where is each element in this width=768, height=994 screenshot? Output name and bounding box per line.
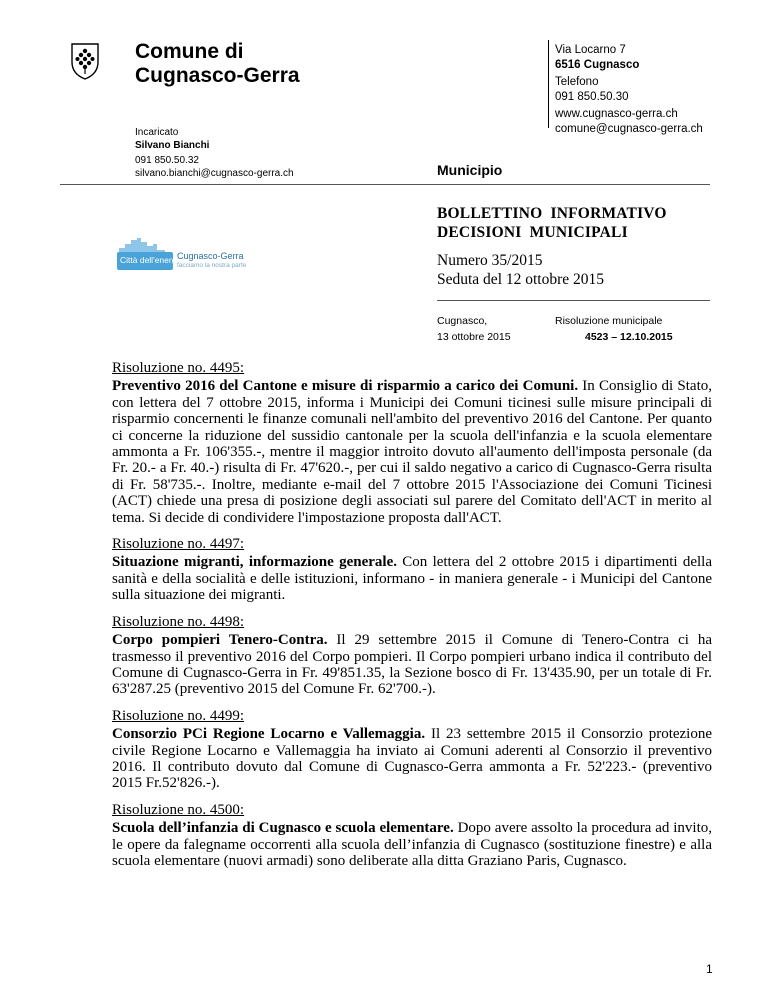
resolution-ref-block xyxy=(555,313,673,345)
resolution-item xyxy=(112,708,712,792)
bulletin-number: Numero 35/2015 xyxy=(437,252,543,269)
resolution-title: Risoluzione no. 4495: xyxy=(112,360,245,376)
email-link[interactable]: comune@cugnasco-gerra.ch xyxy=(555,122,703,135)
bulletin-info xyxy=(437,251,604,289)
contact-person-name: Silvano Bianchi xyxy=(135,139,210,151)
resolution-text: Con lettera del 2 ottobre 2015 i dipartimenti della sanità e della socialità e delle istituzioni, informano - in maniera generale - i Municipi del Cantone sulla situazione dei migranti. xyxy=(112,554,712,604)
resolution-body xyxy=(112,632,712,698)
bulletin-title-line2: DECISIONI MUNICIPALI xyxy=(437,224,628,241)
resolution-body xyxy=(112,726,712,792)
logo-badge-text: Città dell'energia xyxy=(120,255,184,265)
contact-person-label: Incaricato xyxy=(135,127,179,138)
municipality-name-line1: Comune di xyxy=(135,40,244,63)
website-link[interactable]: www.cugnasco-gerra.ch xyxy=(555,108,678,120)
resolution-item xyxy=(112,802,712,870)
place-date-block xyxy=(437,313,511,345)
department-label: Municipio xyxy=(437,162,503,178)
resolution-title: Risoluzione no. 4498: xyxy=(112,613,245,630)
resolution-text: Dopo avere assolto la procedura ad invito, le opere da falegname occorrenti alla scuola dell’infanzia di Cugnasco (sostituzione finestre) e alla scuola elementare (nuovi armadi) sono deliberate alla ditta Graziano Paris, Cugnasco. xyxy=(112,820,713,869)
municipality-name xyxy=(135,40,300,88)
bulletin-rule xyxy=(437,300,710,301)
resolution-item xyxy=(112,360,712,526)
resolution-heading: Scuola dell’infanzia di Cugnasco e scuola elementare. xyxy=(112,820,454,837)
logo-name: Cugnasco-Gerra xyxy=(177,251,244,261)
resolution-item xyxy=(112,614,712,698)
contact-person-email[interactable]: silvano.bianchi@cugnasco-gerra.ch xyxy=(135,167,294,179)
bulletin-title-line1: BOLLETTINO INFORMATIVO xyxy=(437,205,667,222)
resolutions-list xyxy=(112,360,712,879)
address-line1: Via Locarno 7 xyxy=(555,44,626,56)
date: 13 ottobre 2015 xyxy=(437,331,511,343)
contact-person-block xyxy=(135,127,294,180)
resolution-heading: Situazione migranti, informazione generale. xyxy=(112,554,397,571)
address-line2: 6516 Cugnasco xyxy=(555,58,640,71)
coat-of-arms-icon xyxy=(70,42,100,80)
resolution-heading: Preventivo 2016 del Cantone e misure di risparmio a carico dei Comuni. xyxy=(112,378,579,395)
resolution-title: Risoluzione no. 4497: xyxy=(112,536,245,553)
resolution-body xyxy=(112,378,712,526)
contact-block xyxy=(555,43,703,136)
header-divider xyxy=(548,40,549,128)
resolution-heading: Corpo pompieri Tenero-Contra. xyxy=(112,632,328,649)
resolution-heading: Consorzio PCi Regione Locarno e Vallemaggia. xyxy=(112,726,426,743)
resolution-ref: 4523 – 12.10.2015 xyxy=(585,331,673,343)
header-rule xyxy=(60,184,710,185)
resolution-title: Risoluzione no. 4500: xyxy=(112,801,245,818)
municipality-name-line2: Cugnasco-Gerra xyxy=(135,64,300,87)
resolution-title: Risoluzione no. 4499: xyxy=(112,707,245,724)
resolution-ref-label: Risoluzione municipale xyxy=(555,315,663,327)
page-number: 1 xyxy=(706,962,713,976)
resolution-text: Il 23 settembre 2015 il Consorzio protezione civile Regione Locarno e Vallemaggia ha inviato ai Comuni aderenti al Consorzio il preventivo 2016. Il contributo dovuto dal Comune di Cugnasco-Gerra ammonta a Fr. 52'223.- (preventivo 2015 Fr.52'826.-). xyxy=(112,726,712,792)
energy-city-logo xyxy=(115,234,265,274)
contact-person-phone: 091 850.50.32 xyxy=(135,155,199,166)
logo-tagline: facciamo la nostra parte xyxy=(177,262,247,269)
resolution-text: Il 29 settembre 2015 il Comune di Tenero-Contra ci ha trasmesso il preventivo 2016 del Corpo pompieri. Il Corpo pompieri urbano indica il contributo del Comune di Cugnasco-Gerra in Fr. 49'851.35, la Sezione bosco di Fr. 13'435.90, per un totale di Fr. 63'287.25 (preventivo 2015 del Comune Fr. 62'700.-). xyxy=(112,632,713,698)
resolution-body xyxy=(112,820,712,869)
resolution-item xyxy=(112,536,712,604)
phone-number: 091 850.50.30 xyxy=(555,90,629,103)
bulletin-session: Seduta del 12 ottobre 2015 xyxy=(437,271,605,288)
place: Cugnasco, xyxy=(437,315,488,327)
resolution-text: In Consiglio di Stato, con lettera del 7 ottobre 2015, informa i Municipi dei Comuni ticinesi sulle misure principali di risparmio concernenti le finanze comunali nell'ambito del preventivo 2016 del Cantone. Per quanto ci concerne la riduzione del sussidio cantonale per la scuola dell'infanzia e la scuola elementare ammonta a Fr. 106'355.-, mentre il maggior introito dovuto all'aumento dell'imposta personale (da Fr. 20.- a Fr. 40.-) risulta di Fr. 47'620.-, per cui il saldo negativo a carico di Cugnasco-Gerra risulta di Fr. 58'735.-. Inoltre, mediante e-mail del 7 ottobre 2015 l'Associazione dei Comuni Ticinesi (ACT) chiede una presa di posizione degli associati sul parere del Comitato dell'ACT in merito al tema. Si decide di condividere l'impostazione proposta dall'ACT. xyxy=(112,378,713,526)
resolution-body xyxy=(112,554,712,603)
bulletin-title xyxy=(437,204,667,242)
phone-label: Telefono xyxy=(555,76,599,88)
